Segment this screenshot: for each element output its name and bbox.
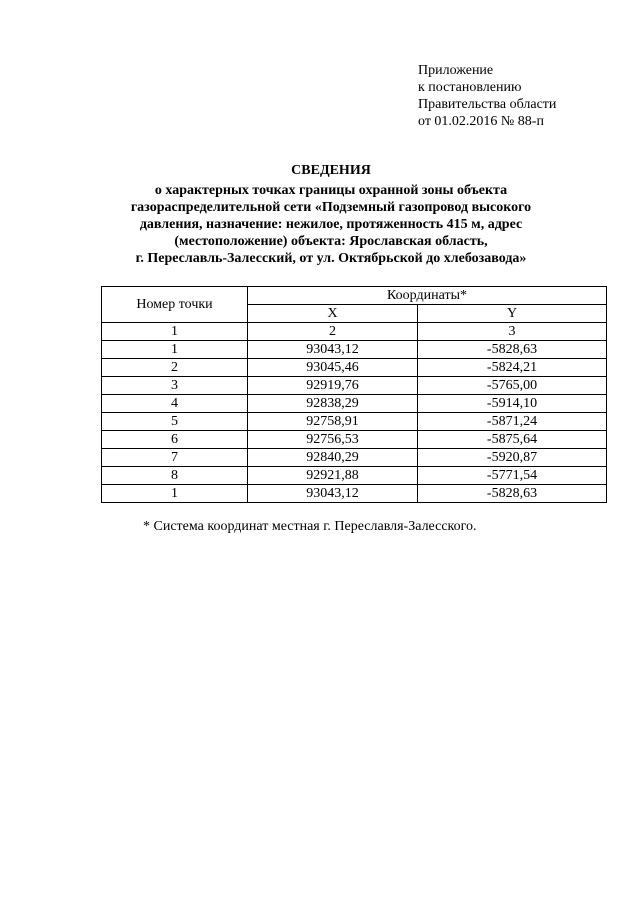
x-coordinate-cell: 93043,12 [248,341,418,359]
point-number-cell: 4 [102,395,248,413]
footnote: * Система координат местная г. Переславля-Залесского. [143,519,477,534]
appendix-line: Правительства области [418,97,557,112]
y-coordinate-cell: -5771,54 [418,467,607,485]
y-coordinate-cell: -5828,63 [418,341,607,359]
y-coordinate-cell: -5875,64 [418,431,607,449]
table-row [102,485,607,503]
x-coordinate-cell: 92840,29 [248,449,418,467]
point-number-cell: 3 [102,377,248,395]
point-number-cell: 2 [102,359,248,377]
x-coordinate-cell: 92838,29 [248,395,418,413]
x-coordinate-cell: 92756,53 [248,431,418,449]
point-number-cell: 5 [102,413,248,431]
header-point-number: Номер точки [102,287,248,323]
x-coordinate-cell: 93045,46 [248,359,418,377]
table-row [102,449,607,467]
x-coordinate-cell: 92919,76 [248,377,418,395]
y-coordinate-cell: -5920,87 [418,449,607,467]
header-coordinates: Координаты* [248,287,607,305]
table-index-row [102,323,607,341]
table-header-row [102,287,607,305]
index-cell: 3 [418,323,607,341]
point-number-cell: 7 [102,449,248,467]
appendix-line: к постановлению [418,80,522,95]
appendix-line: Приложение [418,63,494,78]
document-title: СВЕДЕНИЯ [291,163,371,178]
index-cell: 2 [248,323,418,341]
y-coordinate-cell: -5824,21 [418,359,607,377]
header-x: X [248,305,418,323]
y-coordinate-cell: -5914,10 [418,395,607,413]
x-coordinate-cell: 93043,12 [248,485,418,503]
point-number-cell: 8 [102,467,248,485]
subtitle-line: (местоположение) объекта: Ярославская область, [174,234,488,249]
table-row [102,431,607,449]
subtitle-line: о характерных точках границы охранной зоны объекта [154,183,508,198]
subtitle-line: давления, назначение: нежилое, протяженность 415 м, адрес [139,217,523,232]
x-coordinate-cell: 92758,91 [248,413,418,431]
table-row [102,467,607,485]
y-coordinate-cell: -5828,63 [418,485,607,503]
point-number-cell: 6 [102,431,248,449]
table-row [102,359,607,377]
header-y: Y [418,305,607,323]
appendix-block [418,62,556,130]
subtitle-line: газораспределительной сети «Подземный газопровод высокого [130,200,532,215]
appendix-line: от 01.02.2016 № 88-п [418,114,544,129]
table-row [102,395,607,413]
table-row [102,341,607,359]
y-coordinate-cell: -5871,24 [418,413,607,431]
point-number-cell: 1 [102,485,248,503]
coordinates-table [101,286,607,503]
y-coordinate-cell: -5765,00 [418,377,607,395]
index-cell: 1 [102,323,248,341]
point-number-cell: 1 [102,341,248,359]
subtitle-line: г. Переславль-Залесский, от ул. Октябрьской до хлебозавода» [135,251,527,266]
table-row [102,413,607,431]
table-row [102,377,607,395]
x-coordinate-cell: 92921,88 [248,467,418,485]
